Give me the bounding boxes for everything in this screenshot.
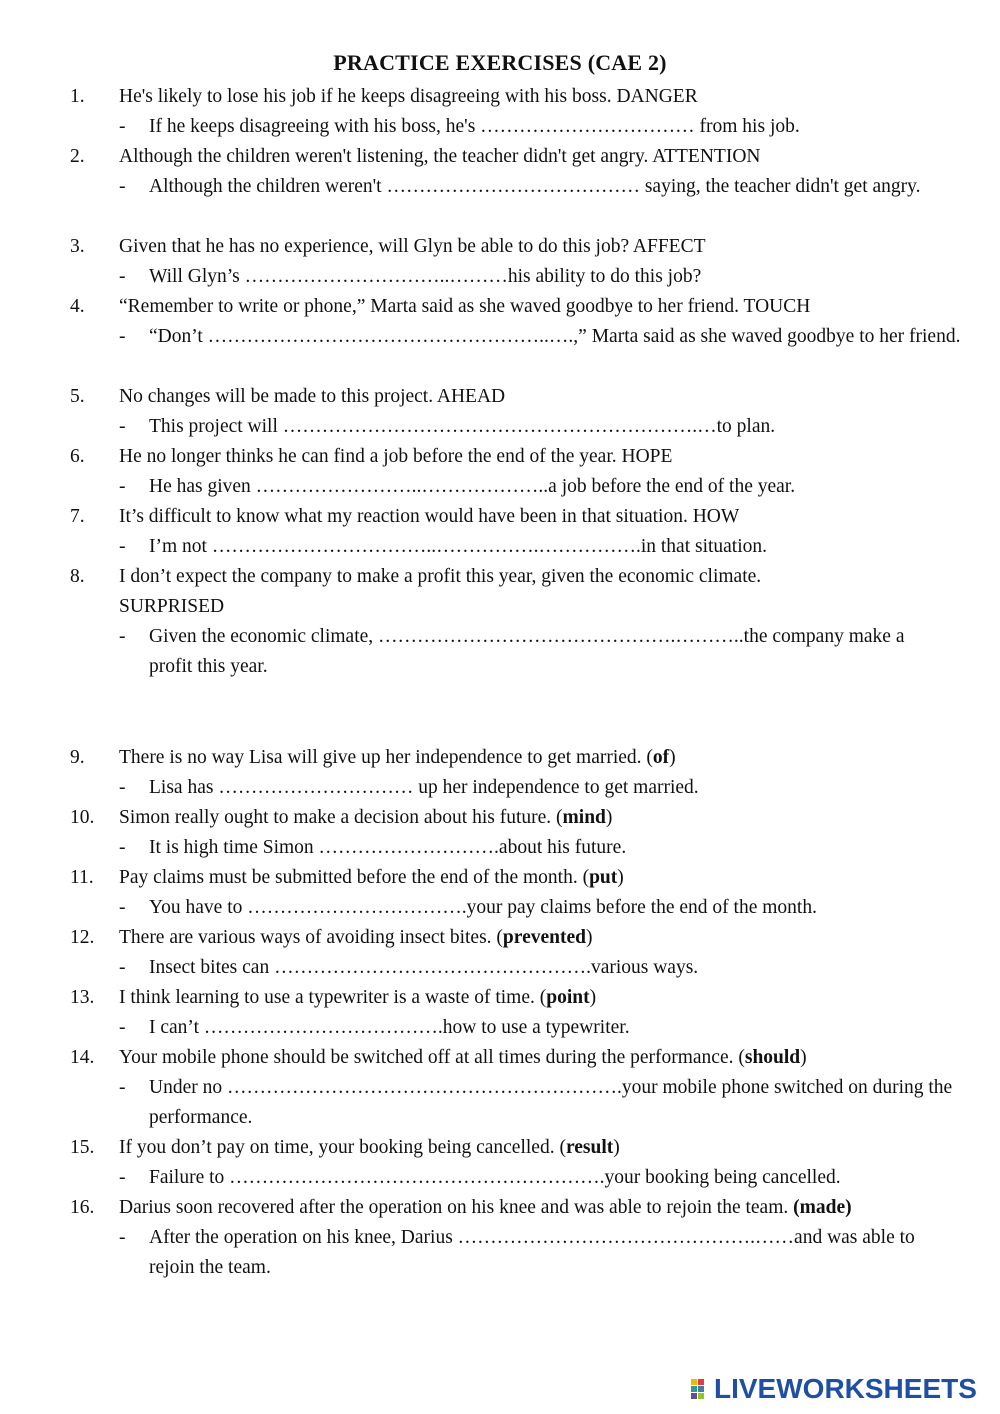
- answer-dash: -: [119, 326, 126, 347]
- question-number: 10.: [70, 807, 95, 828]
- answer-prompt: I can’t ……………………………….how to use a typewriter.: [149, 1017, 630, 1038]
- answer-dash: -: [119, 1077, 126, 1098]
- question-number: 16.: [70, 1197, 95, 1218]
- keyword: mind: [562, 807, 606, 828]
- question-text: I think learning to use a typewriter is a waste of time. (point): [119, 987, 597, 1008]
- question-number: 3.: [70, 236, 85, 257]
- answer-dash: -: [119, 416, 126, 437]
- answer-dash: -: [119, 1017, 126, 1038]
- answer-dash: -: [119, 897, 126, 918]
- question-text: He no longer thinks he can find a job before the end of the year. HOPE: [119, 446, 673, 467]
- answer-prompt: Given the economic climate, ……………………………………….………..the company make a profit this year.: [149, 626, 905, 677]
- liveworksheets-logo-text: LIVEWORKSHEETS: [714, 1373, 977, 1404]
- answer-prompt: You have to …………………………….your pay claims before the end of the month.: [149, 897, 817, 918]
- answer-prompt: Will Glyn’s …………………………..………his ability to do this job?: [149, 266, 702, 287]
- answer-dash: -: [119, 626, 126, 647]
- question-number: 2.: [70, 146, 85, 167]
- question-text: If you don’t pay on time, your booking being cancelled. (result): [119, 1137, 620, 1158]
- question-number: 5.: [70, 386, 85, 407]
- answer-dash: -: [119, 176, 126, 197]
- question-text: Although the children weren't listening, the teacher didn't get angry. ATTENTION: [119, 146, 761, 167]
- question-text: It’s difficult to know what my reaction would have been in that situation. HOW: [119, 506, 740, 527]
- keyword: (made): [793, 1197, 852, 1218]
- question-number: 7.: [70, 506, 85, 527]
- keyword: point: [546, 987, 590, 1008]
- answer-dash: -: [119, 1227, 126, 1248]
- answer-prompt: This project will ……………………………………………………….…to plan.: [149, 416, 776, 437]
- answer-prompt: It is high time Simon ……………………….about his future.: [149, 837, 627, 858]
- keyword: of: [652, 747, 670, 768]
- question-text: Pay claims must be submitted before the end of the month. (put): [119, 867, 624, 888]
- question-text: Given that he has no experience, will Glyn be able to do this job? AFFECT: [119, 236, 706, 257]
- answer-prompt: “Don’t ……………………………………………..….,” Marta said as she waved goodbye to her friend.: [149, 326, 961, 347]
- answer-dash: -: [119, 777, 126, 798]
- answer-prompt: Lisa has ………………………… up her independence to get married.: [149, 777, 699, 798]
- answer-dash: -: [119, 957, 126, 978]
- question-number: 4.: [70, 296, 85, 317]
- answer-dash: -: [119, 476, 126, 497]
- question-number: 13.: [70, 987, 95, 1008]
- question-number: 1.: [70, 86, 85, 107]
- answer-prompt: If he keeps disagreeing with his boss, he's …………………………… from his job.: [149, 116, 800, 137]
- question-text: No changes will be made to this project. AHEAD: [119, 386, 506, 407]
- question-text: Simon really ought to make a decision about his future. (mind): [119, 807, 613, 828]
- question-number: 15.: [70, 1137, 95, 1158]
- question-text: Darius soon recovered after the operation on his knee and was able to rejoin the team. (made): [119, 1197, 852, 1218]
- answer-dash: -: [119, 266, 126, 287]
- question-text: “Remember to write or phone,” Marta said as she waved goodbye to her friend. TOUCH: [119, 296, 811, 317]
- keyword: put: [589, 867, 618, 888]
- answer-prompt: I’m not ……………………………..…………….…………….in that situation.: [149, 536, 768, 557]
- question-number: 12.: [70, 927, 95, 948]
- liveworksheets-logo-icon: [690, 1377, 712, 1401]
- answer-prompt: Insect bites can ………………………………………….various ways.: [149, 957, 699, 978]
- question-text: There are various ways of avoiding insect bites. (prevented): [119, 927, 593, 948]
- keyword: result: [565, 1137, 614, 1158]
- question-text: There is no way Lisa will give up her independence to get married. (of): [119, 747, 676, 768]
- question-text: He's likely to lose his job if he keeps disagreeing with his boss. DANGER: [119, 86, 698, 107]
- answer-prompt: He has given ……………………..………………..a job before the end of the year.: [149, 476, 796, 497]
- question-number: 14.: [70, 1047, 95, 1068]
- answer-prompt: Although the children weren't ………………………………… saying, the teacher didn't get angry.: [149, 176, 921, 197]
- question-text: I don’t expect the company to make a profit this year, given the economic climate. SURPRISED: [119, 566, 762, 617]
- question-text: Your mobile phone should be switched off at all times during the performance. (should): [119, 1047, 807, 1068]
- answer-dash: -: [119, 837, 126, 858]
- question-number: 6.: [70, 446, 85, 467]
- liveworksheets-logo[interactable]: [690, 1374, 977, 1404]
- question-number: 9.: [70, 747, 85, 768]
- question-number: 11.: [70, 867, 94, 888]
- answer-dash: -: [119, 1167, 126, 1188]
- answer-prompt: Failure to ………………………………………………….your booking being cancelled.: [149, 1167, 841, 1188]
- answer-dash: -: [119, 116, 126, 137]
- question-number: 8.: [70, 566, 85, 587]
- answer-prompt: Under no …………………………………………………….your mobile phone switched on during the performance.: [149, 1077, 953, 1128]
- answer-dash: -: [119, 536, 126, 557]
- answer-prompt: After the operation on his knee, Darius ……………………………………….……and was able to rejoin the team.: [149, 1227, 915, 1278]
- keyword: prevented: [502, 927, 586, 948]
- page-title: PRACTICE EXERCISES (CAE 2): [333, 50, 667, 75]
- keyword: should: [744, 1047, 801, 1068]
